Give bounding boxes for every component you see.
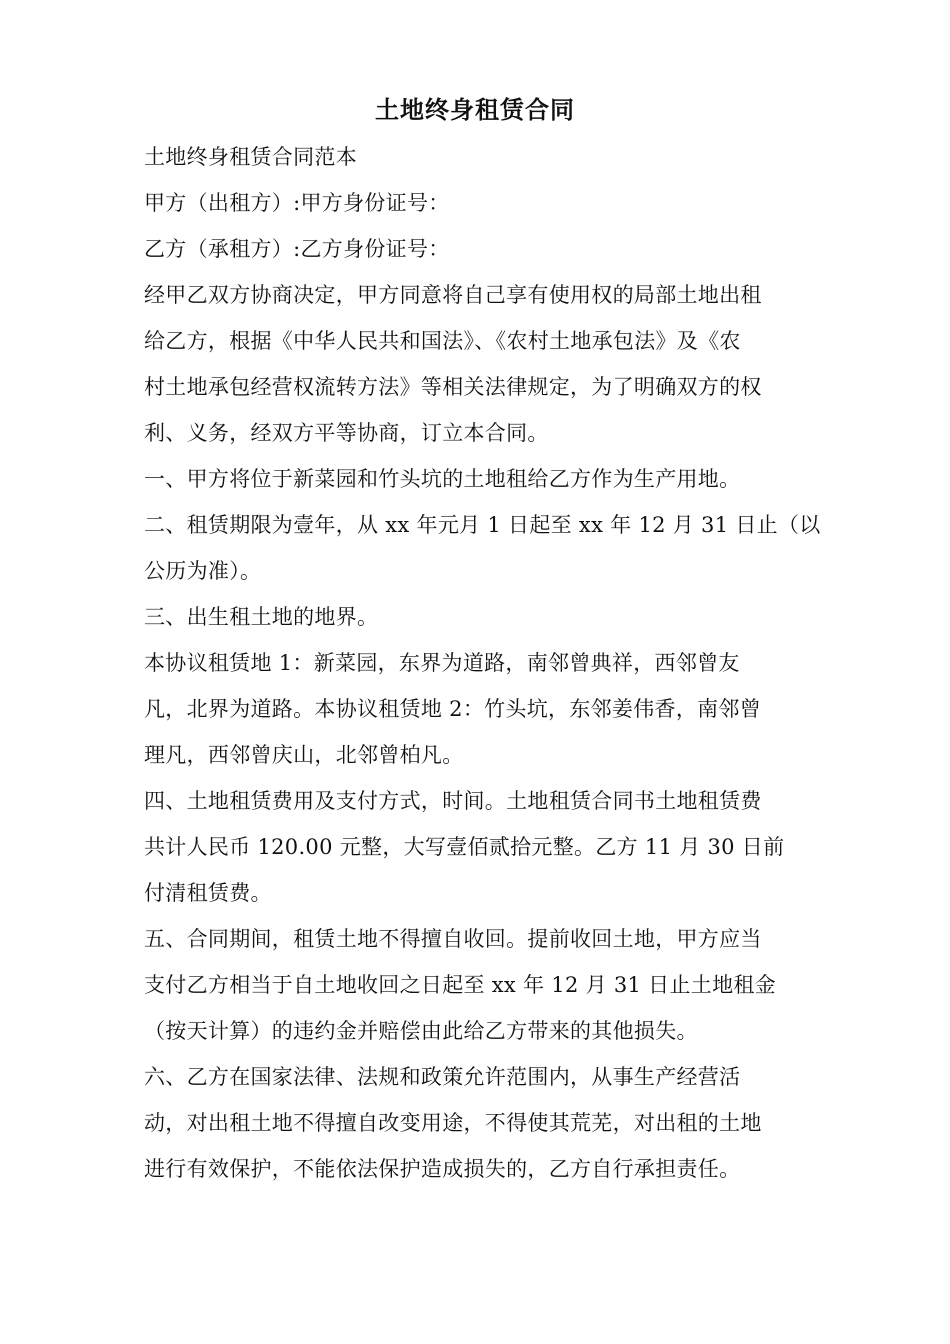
paragraph-line: 经甲乙双方协商决定，甲方同意将自己享有使用权的局部土地出租 [144, 283, 762, 307]
clause-3-line: 三、出生租土地的地界。 [144, 605, 379, 629]
clause-4-line: 付清租赁费。 [144, 881, 272, 905]
line-party-a: 甲方（出租方）:甲方身份证号： [144, 191, 450, 215]
clause-6-line: 进行有效保护，不能依法保护造成损失的，乙方自行承担责任。 [144, 1157, 741, 1181]
clause-6-line: 六、乙方在国家法律、法规和政策允许范围内，从事生产经营活 [144, 1065, 741, 1089]
boundary-line: 凡，北界为道路。本协议租赁地 2：竹头坑，东邻姜伟香，南邻曾 [144, 697, 762, 721]
paragraph-line: 给乙方，根据《中华人民共和国法》、《农村土地承包法》及《农 [144, 329, 741, 353]
boundary-line: 理凡，西邻曾庆山，北邻曾柏凡。 [144, 743, 464, 767]
clause-4-line: 共计人民币 120.00 元整，大写壹佰贰拾元整。乙方 11 月 30 日前 [144, 835, 785, 859]
clause-1-line: 一、甲方将位于新菜园和竹头坑的土地租给乙方作为生产用地。 [144, 467, 741, 491]
line-subtitle: 土地终身租赁合同范本 [144, 145, 357, 169]
clause-4-line: 四、土地租赁费用及支付方式，时间。土地租赁合同书土地租赁费 [144, 789, 762, 813]
boundary-line: 本协议租赁地 1：新菜园，东界为道路，南邻曾典祥，西邻曾友 [144, 651, 740, 675]
clause-2-line: 公历为准）。 [144, 559, 262, 583]
document-body [144, 134, 824, 1192]
clause-2-line: 二、租赁期限为壹年，从 xx 年元月 1 日起至 xx 年 12 月 31 日止（以 [144, 513, 821, 537]
paragraph-line: 村土地承包经营权流转方法》等相关法律规定，为了明确双方的权 [144, 375, 762, 399]
clause-5-line: 五、合同期间，租赁土地不得擅自收回。提前收回土地，甲方应当 [144, 927, 762, 951]
clause-5-line: 支付乙方相当于自土地收回之日起至 xx 年 12 月 31 日止土地租金 [144, 973, 776, 997]
document-title: 土地终身租赁合同 [375, 95, 575, 124]
clause-5-line: （按天计算）的违约金并赔偿由此给乙方带来的其他损失。 [144, 1019, 698, 1043]
clause-6-line: 动，对出租土地不得擅自改变用途，不得使其荒芜，对出租的土地 [144, 1111, 762, 1135]
line-party-b: 乙方（承租方）:乙方身份证号： [144, 237, 450, 261]
paragraph-line: 利、义务，经双方平等协商，订立本合同。 [144, 421, 549, 445]
